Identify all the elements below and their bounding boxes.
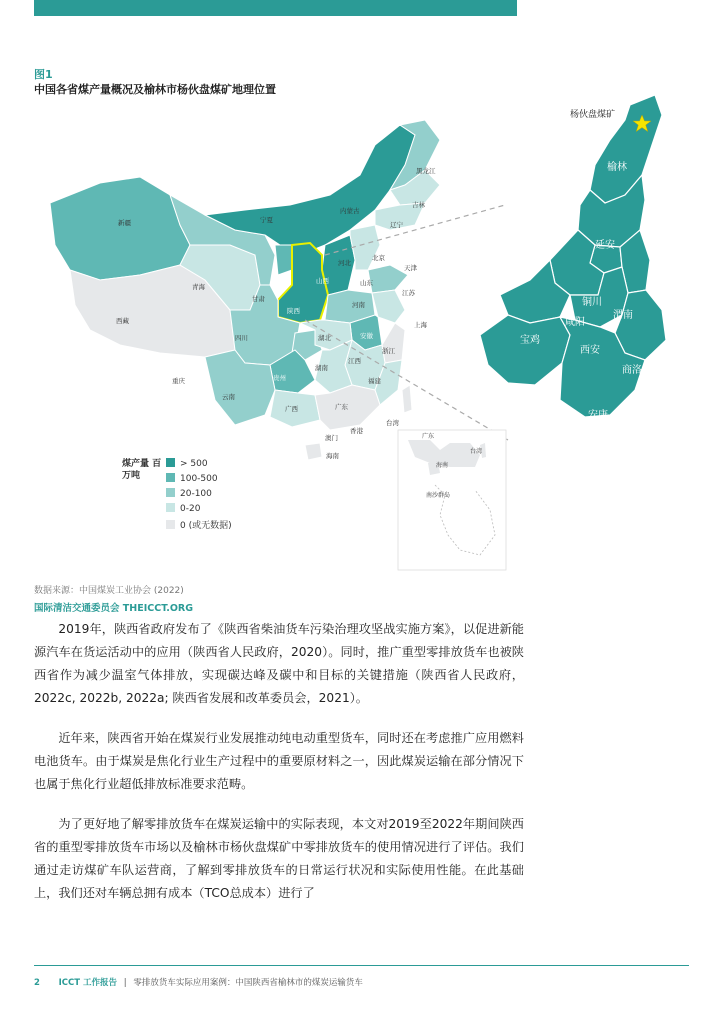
legend-item: [166, 458, 208, 472]
label-henan: 河南: [352, 301, 365, 309]
label-shandong: 山东: [360, 279, 373, 287]
footer-brand: ICCT 工作报告: [58, 978, 118, 988]
inset-label-guangdong: 广东: [422, 433, 435, 440]
paragraph-2: 近年来，陕西省开始在煤炭行业发展推动纯电动重型货车，同时还在考虑推广应用燃料电池货车。由于煤炭是焦化行业生产过程中的重要原材料之一，因此煤炭运输在部分情况下也属于焦化行业超低排放标准要求范畴。: [34, 731, 524, 791]
label-xinjiang: 新疆: [118, 219, 131, 227]
city-hanzhong: [480, 315, 570, 385]
province-xinjiang: [50, 177, 190, 280]
label-shanxi: 山西: [316, 277, 329, 285]
label-zhejiang: 浙江: [382, 347, 395, 355]
legend-item: [166, 473, 218, 487]
legend-label: 20-100: [180, 489, 212, 499]
legend-title: 煤产量 百万吨: [122, 459, 162, 481]
label-mine: 杨伙盘煤矿: [570, 110, 616, 120]
legend-label: 0-20: [180, 504, 201, 514]
legend-item: [166, 518, 232, 532]
label-jiangsu: 江苏: [402, 289, 415, 297]
label-liaoning: 辽宁: [390, 221, 403, 229]
legend-item: [166, 503, 200, 517]
label-shanghai: 上海: [414, 321, 427, 329]
footer-title: 零排放货车实际应用案例：中国陕西省榆林市的煤炭运输货车: [133, 978, 363, 988]
china-provinces: [50, 120, 440, 460]
legend-swatch: [166, 503, 175, 512]
label-heilongjiang: 黑龙江: [416, 167, 436, 175]
province-zhejiang: [382, 323, 405, 363]
province-ningxia: [275, 245, 292, 275]
province-hebei: [350, 225, 380, 270]
label-hebei: 河北: [338, 259, 351, 267]
label-shaanxi: 陕西: [287, 307, 300, 315]
figure-title: 中国各省煤产量概况及榆林市杨伙盘煤矿地理位置: [34, 83, 276, 96]
label-guangdong: 广东: [335, 403, 348, 411]
page-number: 2: [34, 978, 40, 988]
label-xizang: 西藏: [116, 317, 129, 325]
south-china-sea-inset: [398, 430, 506, 570]
label-fujian: 福建: [368, 377, 381, 385]
label-neimenggu: 内蒙古: [340, 207, 360, 215]
legend-swatch: [166, 488, 175, 497]
label-hubei: 湖北: [318, 334, 331, 342]
city-label-shangluo: 商洛: [622, 365, 642, 376]
city-label-yulin: 榆林: [607, 162, 627, 173]
label-guangxi: 广西: [285, 405, 298, 413]
label-macao: 澳门: [325, 434, 338, 442]
label-anhui: 安徽: [360, 332, 373, 340]
label-taiwan: 台湾: [386, 419, 399, 427]
china-map-figure: [30, 95, 670, 575]
legend-swatch: [166, 473, 175, 482]
label-ningxia: 宁夏: [260, 216, 273, 224]
label-sichuan: 四川: [235, 334, 248, 342]
label-hongkong: 香港: [350, 427, 363, 435]
org-credit: 国际清洁交通委员会 THEICCT.ORG: [34, 603, 194, 614]
label-gansu: 甘肃: [252, 295, 265, 303]
legend-label: 100-500: [180, 474, 218, 484]
data-source: 数据来源：中国煤炭工业协会 (2022): [34, 586, 184, 596]
inset-label-nanhai: 南沙群岛: [426, 492, 451, 499]
legend-swatch: [166, 520, 175, 529]
footer-separator: |: [123, 978, 127, 988]
label-tianjin: 天津: [404, 264, 417, 272]
label-qinghai: 青海: [192, 283, 205, 291]
city-label-yanan: 延安: [595, 240, 615, 251]
city-label-xian: 西安: [580, 345, 600, 356]
city-label-ankang: 安康: [588, 410, 608, 421]
paragraph-3: 为了更好地了解零排放货车在煤炭运输中的实际表现，本文对2019至2022年期间陕西省的重型零排放货车市场以及榆林市杨伙盘煤矿中零排放货车的使用情况进行了评估。我们通过走访煤矿车队运营商，了解到零排放货车的日常运行状况和实际使用性能。在此基础上，我们还对车辆总拥有成本（TCO总成本）进行了: [34, 817, 524, 900]
city-label-xianyang: 咸阳: [565, 317, 585, 328]
page-footer: [34, 976, 363, 988]
legend-label: 0 (或无数据): [180, 521, 232, 531]
label-guizhou: 贵州: [273, 374, 286, 382]
city-label-tongchuan: 铜川: [582, 297, 602, 308]
top-accent-bar: [34, 0, 517, 16]
inset-label-taiwan: 台湾: [470, 448, 483, 455]
label-beijing: 北京: [372, 254, 385, 262]
label-yunnan: 云南: [222, 393, 235, 401]
province-taiwan: [402, 385, 412, 413]
paragraph-1: 2019年，陕西省政府发布了《陕西省柴油货车污染治理攻坚战实施方案》，以促进新能源汽车在货运活动中的应用（陕西省人民政府，2020）。同时，推广重型零排放货车也被陕西省作为减少温室气体排放，实现碳达峰及碳中和目标的关键措施（陕西省人民政府，2022c, 2022b, 2022a; 陕西省发展和改革委员会，2021）。: [34, 622, 524, 705]
inset-label-hainan: 海南: [436, 462, 449, 469]
label-jiangxi: 江西: [348, 357, 361, 365]
legend-label: > 500: [180, 459, 208, 469]
footer-rule: [34, 965, 689, 966]
legend-item: [166, 488, 212, 502]
legend-swatch: [166, 458, 175, 467]
label-hainan: 海南: [326, 452, 339, 460]
label-jilin: 吉林: [412, 201, 425, 209]
city-label-weinan: 渭南: [613, 310, 633, 321]
province-hainan: [305, 443, 322, 460]
label-chongqing: 重庆: [172, 377, 185, 385]
city-label-hanzhong: 汉中: [517, 392, 537, 403]
figure-label: 图1: [34, 68, 53, 81]
city-label-baoji: 宝鸡: [520, 335, 540, 346]
label-hunan: 湖南: [315, 364, 328, 372]
